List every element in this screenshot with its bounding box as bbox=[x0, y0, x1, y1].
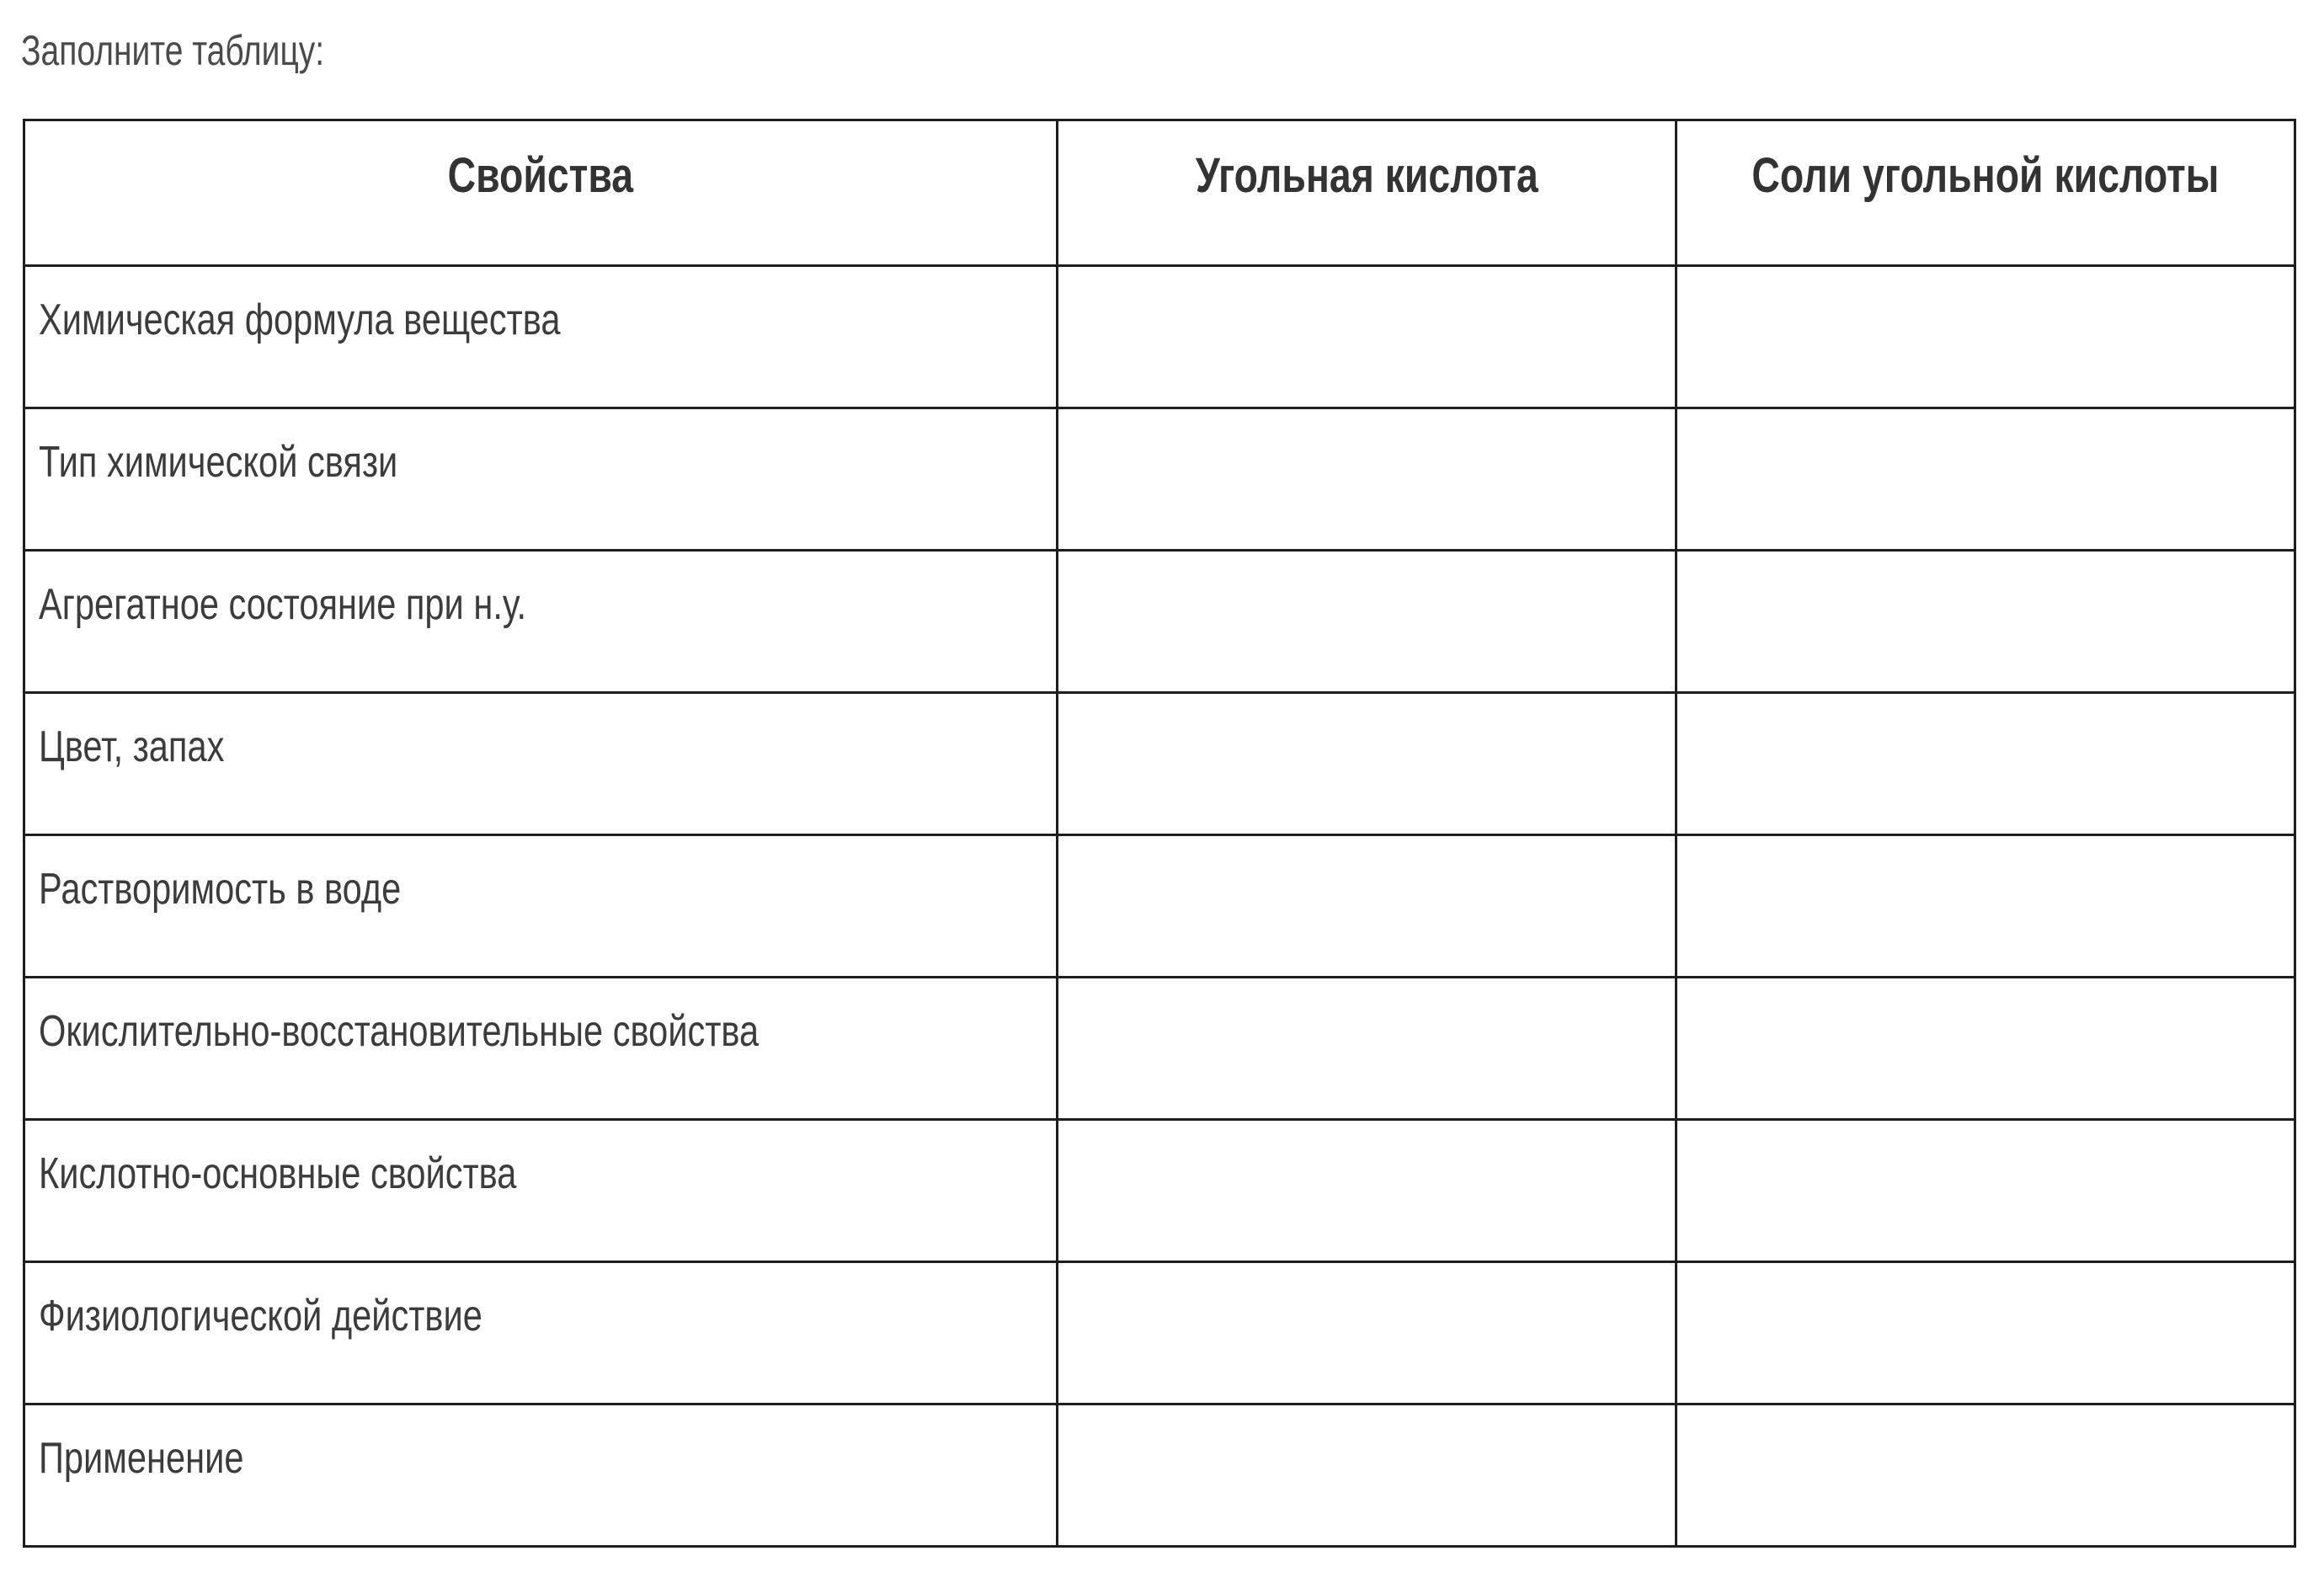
header-label: Соли угольной кислоты bbox=[1751, 148, 2220, 203]
answer-blank[interactable] bbox=[1058, 694, 1675, 834]
carbonic-acid-cell[interactable] bbox=[1058, 408, 1676, 551]
carbonic-acid-cell[interactable] bbox=[1058, 978, 1676, 1120]
property-cell bbox=[24, 1262, 1058, 1404]
property-cell bbox=[24, 551, 1058, 693]
carbonates-cell[interactable] bbox=[1676, 835, 2295, 978]
property-cell bbox=[24, 408, 1058, 551]
answer-blank[interactable] bbox=[1677, 1405, 2294, 1545]
table-row bbox=[24, 551, 2295, 693]
properties-table bbox=[23, 119, 2296, 1548]
carbonic-acid-cell[interactable] bbox=[1058, 1404, 1676, 1547]
table-row bbox=[24, 693, 2295, 835]
carbonates-cell[interactable] bbox=[1676, 551, 2295, 693]
answer-blank[interactable] bbox=[1058, 267, 1675, 407]
answer-blank[interactable] bbox=[1677, 978, 2294, 1118]
property-label: Тип химической связи bbox=[39, 438, 398, 487]
answer-blank[interactable] bbox=[1677, 267, 2294, 407]
property-label: Применение bbox=[39, 1434, 244, 1483]
property-label: Агрегатное состояние при н.у. bbox=[39, 580, 527, 629]
property-cell bbox=[24, 1404, 1058, 1547]
carbonic-acid-cell[interactable] bbox=[1058, 266, 1676, 408]
answer-blank[interactable] bbox=[1058, 1405, 1675, 1545]
property-label: Цвет, запах bbox=[39, 722, 225, 771]
property-cell bbox=[24, 693, 1058, 835]
property-label: Кислотно-основные свойства bbox=[39, 1149, 517, 1198]
header-label: Свойства bbox=[447, 148, 634, 203]
answer-blank[interactable] bbox=[1058, 552, 1675, 691]
property-label: Физиологической действие bbox=[39, 1292, 482, 1340]
carbonates-cell[interactable] bbox=[1676, 1120, 2295, 1262]
table-row bbox=[24, 835, 2295, 978]
header-cell-properties bbox=[24, 120, 1058, 266]
carbonic-acid-cell[interactable] bbox=[1058, 835, 1676, 978]
answer-blank[interactable] bbox=[1677, 1263, 2294, 1403]
carbonates-cell[interactable] bbox=[1676, 1404, 2295, 1547]
property-cell bbox=[24, 266, 1058, 408]
table-row bbox=[24, 978, 2295, 1120]
table-header-row bbox=[24, 120, 2295, 266]
table-row bbox=[24, 266, 2295, 408]
answer-blank[interactable] bbox=[1058, 409, 1675, 549]
table-row bbox=[24, 408, 2295, 551]
table-row bbox=[24, 1404, 2295, 1547]
carbonates-cell[interactable] bbox=[1676, 978, 2295, 1120]
carbonic-acid-cell[interactable] bbox=[1058, 1262, 1676, 1404]
header-cell-carbonic-acid bbox=[1058, 120, 1676, 266]
header-label: Угольная кислота bbox=[1195, 148, 1538, 203]
answer-blank[interactable] bbox=[1058, 836, 1675, 976]
property-label: Химическая формула вещества bbox=[39, 296, 561, 344]
answer-blank[interactable] bbox=[1677, 409, 2294, 549]
property-cell bbox=[24, 978, 1058, 1120]
property-cell bbox=[24, 1120, 1058, 1262]
carbonates-cell[interactable] bbox=[1676, 693, 2295, 835]
property-label: Растворимость в воде bbox=[39, 865, 402, 914]
answer-blank[interactable] bbox=[1677, 694, 2294, 834]
property-label: Окислительно-восстановительные свойства bbox=[39, 1007, 760, 1056]
carbonates-cell[interactable] bbox=[1676, 408, 2295, 551]
answer-blank[interactable] bbox=[1677, 1121, 2294, 1261]
carbonic-acid-cell[interactable] bbox=[1058, 693, 1676, 835]
instruction-text: Заполните таблицу: bbox=[21, 27, 325, 74]
carbonic-acid-cell[interactable] bbox=[1058, 551, 1676, 693]
table-row bbox=[24, 1262, 2295, 1404]
answer-blank[interactable] bbox=[1677, 836, 2294, 976]
carbonic-acid-cell[interactable] bbox=[1058, 1120, 1676, 1262]
property-cell bbox=[24, 835, 1058, 978]
answer-blank[interactable] bbox=[1058, 1263, 1675, 1403]
carbonates-cell[interactable] bbox=[1676, 1262, 2295, 1404]
table-row bbox=[24, 1120, 2295, 1262]
answer-blank[interactable] bbox=[1058, 978, 1675, 1118]
header-cell-carbonates bbox=[1676, 120, 2295, 266]
answer-blank[interactable] bbox=[1677, 552, 2294, 691]
answer-blank[interactable] bbox=[1058, 1121, 1675, 1261]
carbonates-cell[interactable] bbox=[1676, 266, 2295, 408]
